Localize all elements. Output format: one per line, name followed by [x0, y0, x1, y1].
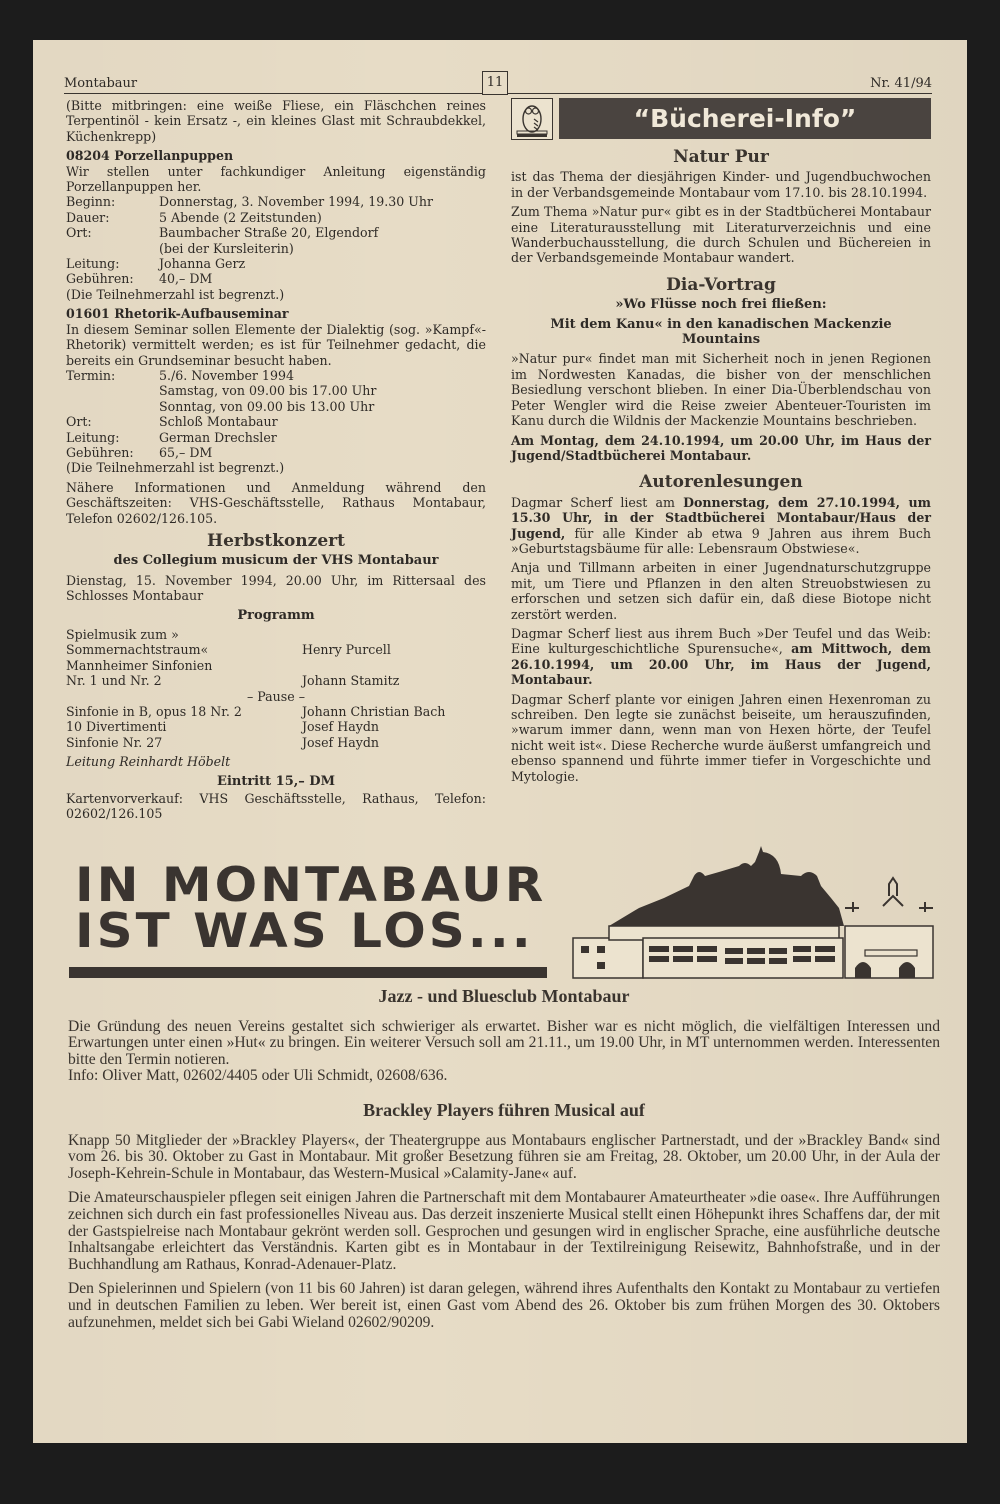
buecherei-info-title: “Bücherei-Info”: [559, 98, 931, 139]
program-composer: [302, 658, 486, 673]
brackley-p1: Knapp 50 Mitglieder der »Brackley Players«, der Theatergruppe aus Montabaurs englischer Partnerstadt, und der »Brackley Band« sind vom 26. bis 30. Oktober zu Gast in Montabaur. Mit großer Besetzung führen sie am Freitag, 28. Oktober, um 20.00 Uhr, in der Aula der Joseph-Kehrein-Schule in Montabaur, das Western-Musical »Calamity-Jane« auf.: [68, 1131, 940, 1182]
detail-label: Leitung:: [66, 429, 120, 445]
detail-label: Dauer:: [66, 209, 110, 225]
program-item: [66, 735, 486, 750]
detail-row: [66, 194, 486, 209]
intro-text: (Bitte mitbringen: eine weiße Fliese, ein Fläschchen reines Terpentinöl - kein Ersatz -, ein kleines Glast mit Schraubdekkel, Küchenkrepp): [66, 98, 486, 144]
dia-subtitle-1: »Wo Flüsse noch frei fließen:: [615, 297, 827, 313]
concert-when: Dienstag, 15. November 1994, 20.00 Uhr, im Rittersaal des Schlosses Montabaur: [66, 572, 486, 604]
banner-line-2: IST WAS LOS...: [75, 903, 534, 959]
program-composer: Josef Haydn: [302, 734, 379, 750]
detail-row: [66, 271, 486, 286]
autoren-p3-text: Dagmar Scherf liest aus ihrem Buch »Der Teufel und das Weib: Eine kulturgeschichtliche Spurensuche«,: [511, 625, 931, 657]
registration-info: Nähere Informationen und Anmeldung während den Geschäftszeiten: VHS-Geschäftsstelle, Rathaus Montabaur, Telefon 02602/126.105.: [66, 479, 486, 526]
detail-label: Gebühren:: [66, 271, 134, 287]
course-rhetorik: [66, 306, 486, 475]
brackley-p3: Den Spielerinnen und Spielern (von 11 bis 60 Jahren) ist daran gelegen, während ihres Aufenthalts den Kontakt zu Montabaur zu vertiefen und in deutschen Familien zu leben. Wer bereit ist, einen Gast vom Abend des 26. Oktober bis zum frühen Morgen des 30. Oktobers aufzunehmen, meldet sich bei Gabi Wieland 02602/90209.: [68, 1280, 940, 1331]
detail-value: 5./6. November 1994: [159, 367, 294, 383]
program-work: Sommernachtstraum«: [66, 642, 209, 658]
autoren-p3-date: am Mittwoch, dem 26.10.1994, um 20.00 Uhr, im Haus der Jugend, Montabaur.: [511, 641, 932, 688]
dia-p1: »Natur pur« findet man mit Sicherheit noch in jenen Regionen im Nordwesten Kanadas, die bisher von der menschlichen Besiedlung verschont blieben. In einer Dia-Überblendschau von Peter Wengler wird die Reise zweier Abenteuer-Touristen im Kanu durch die Wildnis der Mackenzie Mountains beschrieben.: [511, 351, 931, 429]
autoren-p4: Dagmar Scherf plante vor einigen Jahren einen Hexenroman zu schreiben. Den legte sie zunächst beiseite, um herauszufinden, »warum immer dann, wenn man von Hexen hörte, der Teufel nicht weit ist«. Diese Recherche wurde äußerst umfangreich und ebenso spannend und führte immer tiefer in Vorgeschichte und Mytologie.: [511, 691, 931, 784]
left-column: [66, 98, 486, 826]
detail-row: [66, 383, 486, 398]
detail-row: [66, 399, 486, 414]
detail-value: Sonntag, von 09.00 bis 13.00 Uhr: [159, 398, 375, 414]
page-header: [64, 74, 932, 94]
program-work: Spielmusik zum »: [66, 627, 179, 642]
montabaur-banner: [69, 846, 937, 980]
course-details: [66, 194, 486, 286]
buecherei-info-banner: [511, 98, 931, 142]
program-item: [66, 673, 486, 688]
natur-p2: Zum Thema »Natur pur« gibt es in der Stadtbücherei Montabaur eine Literaturausstellung mit Literaturverzeichnis und eine Wanderbuchausstellung, die durch Schulen und Büchereien in der Verbandsgemeinde Montabaur wandert.: [511, 204, 931, 266]
concert-admission: Eintritt 15,– DM: [217, 773, 335, 789]
autoren-p3: [511, 626, 931, 688]
brackley-section: [68, 1102, 940, 1339]
header-town: Montabaur: [64, 76, 138, 91]
jazz-title: Jazz - und Bluesclub Montabaur: [378, 986, 630, 1006]
detail-value: 5 Abende (2 Zeitstunden): [159, 209, 322, 225]
page-number: 11: [482, 71, 508, 95]
program-work: 10 Divertimenti: [66, 719, 167, 735]
issue-number: Nr. 41/94: [870, 76, 932, 91]
detail-label: Beginn:: [66, 194, 116, 210]
detail-row: [66, 210, 486, 225]
detail-row: [66, 225, 486, 240]
newspaper-page: [33, 40, 967, 1443]
detail-value: Johanna Gerz: [159, 256, 246, 272]
owl-on-books-icon: [511, 98, 553, 140]
detail-value: 65,– DM: [159, 444, 213, 460]
program-part-2: [66, 704, 486, 750]
course-title: 01601 Rhetorik-Aufbauseminar: [66, 306, 289, 322]
autoren-p1-text: Dagmar Scherf liest am: [511, 494, 684, 510]
course-porzellanpuppen: [66, 148, 486, 302]
concert-tickets: Kartenvorverkauf: VHS Geschäftsstelle, Rathaus, Telefon: 02602/126.105: [66, 791, 486, 822]
dia-when: Am Montag, dem 24.10.1994, um 20.00 Uhr, im Haus der Jugend/Stadtbücherei Montabaur.: [511, 432, 931, 463]
program-composer: Johann Christian Bach: [302, 704, 446, 720]
course-note: (Die Teilnehmerzahl ist begrenzt.): [66, 460, 285, 476]
detail-value: (bei der Kursleiterin): [159, 240, 294, 256]
detail-row: [66, 430, 486, 445]
course-desc: Wir stellen unter fachkundiger Anleitung eigenständig Porzellanpuppen her.: [66, 163, 486, 195]
autoren-p1-date: Donnerstag, dem 27.10.1994, um 15.30 Uhr, in der Stadtbücherei Montabaur/Haus der Jugend,: [511, 494, 932, 541]
program-item: [66, 658, 486, 673]
program-composer: Johann Stamitz: [302, 673, 400, 689]
detail-value: Donnerstag, 3. November 1994, 19.30 Uhr: [159, 194, 434, 210]
program-work: Nr. 1 und Nr. 2: [66, 673, 162, 689]
course-title: 08204 Porzellanpuppen: [66, 148, 234, 164]
detail-value: 40,– DM: [159, 271, 213, 287]
program-composer: Josef Haydn: [302, 719, 379, 735]
course-details: [66, 368, 486, 460]
detail-value: Schloß Montabaur: [159, 414, 278, 430]
detail-label: Leitung:: [66, 256, 120, 272]
banner-underline: [69, 967, 547, 978]
brackley-title: Brackley Players führen Musical auf: [363, 1100, 645, 1120]
detail-label: Ort:: [66, 225, 92, 241]
program-composer: Henry Purcell: [302, 642, 391, 658]
program-item: [66, 627, 486, 642]
detail-label: [66, 241, 159, 256]
detail-value: Samstag, von 09.00 bis 17.00 Uhr: [159, 383, 377, 399]
autoren-p1: [511, 495, 931, 557]
program-item: [66, 642, 486, 657]
dia-subtitle-2: Mit dem Kanu« in den kanadischen Mackenzie Mountains: [550, 316, 892, 348]
natur-title: Natur Pur: [673, 147, 769, 167]
concert-title: Herbstkonzert: [207, 530, 345, 551]
autoren-p1-rest: für alle Kinder ab etwa 9 Jahren aus ihrem Buch »Geburtstagsbäume für alle: Lebensraum Obstwiese«.: [511, 525, 931, 556]
program-label: Programm: [237, 607, 315, 623]
detail-label: [66, 399, 159, 414]
dia-title: Dia-Vortrag: [666, 274, 776, 295]
brackley-p2: Die Amateurschauspieler pflegen seit einigen Jahren die Partnerschaft mit dem Montabaurer Amateurtheater »die oase«. Ihre Aufführungen zeichnen sich durch ein fast professionelles Niveau aus. Das derzeit inszenierte Musical stellt einen Höhepunkt ihres Schaffens dar, der mit der Gastspielreise nach Montabaur gekrönt werden soll. Gesprochen und gesungen wird in englischer Sprache, eine ausführliche deutsche Inhaltsangabe erleichtert das Verständnis. Karten gibt es in Montabaur in der Textilreinigung Reisewitz, Bahnhofstraße, und in der Buchhandlung am Rathaus, Konrad-Adenauer-Platz.: [68, 1189, 940, 1273]
program-item: [66, 704, 486, 719]
course-note: (Die Teilnehmerzahl ist begrenzt.): [66, 286, 285, 302]
concert-section: [66, 530, 486, 822]
detail-label: [66, 383, 159, 398]
autoren-title: Autorenlesungen: [639, 472, 803, 493]
detail-row: [66, 256, 486, 271]
program-pause: – Pause –: [246, 688, 306, 704]
detail-row: [66, 241, 486, 256]
detail-row: [66, 445, 486, 460]
right-column: [511, 98, 931, 788]
detail-label: Termin:: [66, 367, 116, 383]
detail-row: [66, 414, 486, 429]
detail-label: Gebühren:: [66, 444, 134, 460]
autoren-p2: Anja und Tillmann arbeiten in einer Jugendnaturschutzgruppe mit, um Tiere und Pflanzen in den alten Streuobstwiesen zu erforschen und setzen sich dafür ein, daß diese Biotope nicht zerstört werden.: [511, 560, 931, 622]
detail-value: Baumbacher Straße 20, Elgendorf: [159, 225, 379, 241]
program-composer: [302, 627, 486, 642]
montabaur-castle-skyline-icon: [569, 846, 937, 980]
program-work: Mannheimer Sinfonien: [66, 657, 213, 673]
banner-line-1: IN MONTABAUR: [75, 857, 547, 913]
jazz-info: Info: Oliver Matt, 02602/4405 oder Uli Schmidt, 02608/636.: [68, 1067, 448, 1085]
detail-value: German Drechsler: [159, 429, 277, 445]
course-desc: In diesem Seminar sollen Elemente der Dialektig (sog. »Kampf«-Rhetorik) vermittelt werden; es ist für Teilnehmer gedacht, die bereits ein Grundseminar besucht haben.: [66, 321, 486, 368]
program-work: Sinfonie Nr. 27: [66, 734, 163, 750]
natur-p1: ist das Thema der diesjährigen Kinder- und Jugendbuchwochen in der Verbandsgemeinde Montabaur vom 17.10. bis 28.10.1994.: [511, 169, 931, 200]
concert-subtitle: des Collegium musicum der VHS Montabaur: [113, 553, 439, 569]
detail-label: Ort:: [66, 414, 92, 430]
program-part-1: [66, 627, 486, 689]
program-item: [66, 719, 486, 734]
program-work: Sinfonie in B, opus 18 Nr. 2: [66, 704, 242, 720]
jazz-section: [68, 988, 940, 1093]
concert-conductor: Leitung Reinhardt Höbelt: [66, 754, 231, 770]
detail-row: [66, 368, 486, 383]
jazz-body: Die Gründung des neuen Vereins gestaltet sich schwieriger als erwartet. Bisher war es nicht möglich, die vielfältigen Interessen und Erwartungen unter einen »Hut« zu bringen. Ein weiterer Versuch soll am 21.11., um 19.00 Uhr, in MT unternommen werden. Interessenten bitte den Termin notieren.: [68, 1017, 940, 1068]
